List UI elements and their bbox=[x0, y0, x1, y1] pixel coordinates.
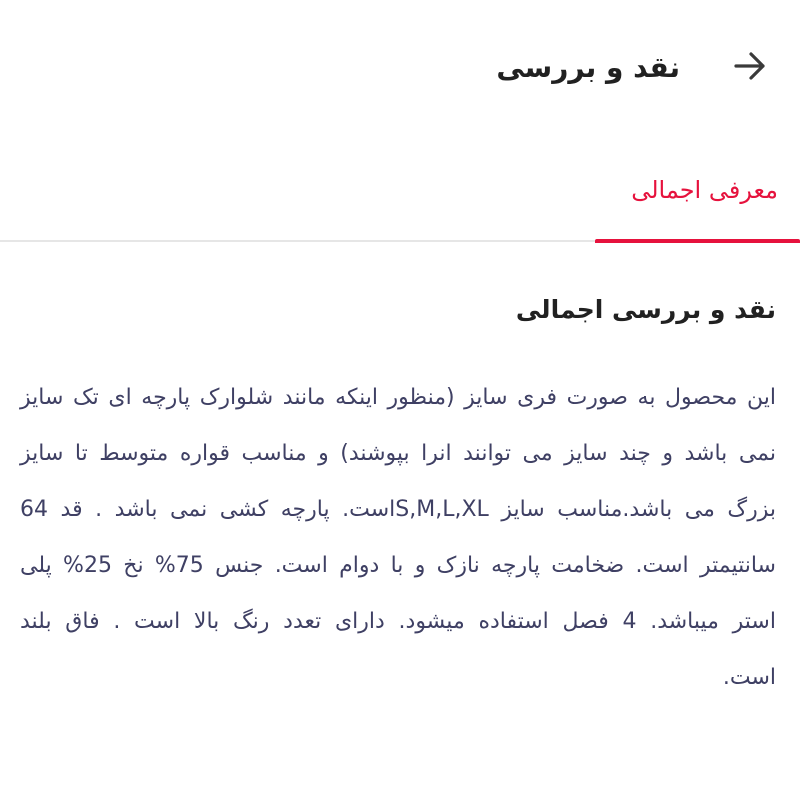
tab-overview-label: معرفی اجمالی bbox=[631, 176, 778, 204]
page-title: نقد و بررسی bbox=[496, 51, 680, 84]
back-button[interactable] bbox=[726, 42, 774, 90]
section-title: نقد و بررسی اجمالی bbox=[515, 295, 776, 324]
app-header bbox=[0, 0, 800, 140]
active-tab-indicator bbox=[595, 239, 800, 243]
product-description: این محصول به صورت فری سایز (منظور اینکه مانند شلوارک پارچه ای تک سایز نمی باشد و چند سایز می توانند انرا بپوشند) و مناسب قواره متوسط تا سایز بزرگ می باشد.مناسب سایز S,M,L,XLاست. پارچه کشی نمی باشد . قد 64 سانتیمتر است. ضخامت پارچه نازک و با دوام است. جنس 75% نخ 25% پلی استر میباشد. 4 فصل استفاده میشود. دارای تعدد رنگ بالا است . فاق بلند است. bbox=[20, 385, 777, 690]
arrow-right-icon bbox=[730, 46, 770, 86]
review-content bbox=[20, 280, 776, 706]
tab-overview[interactable] bbox=[595, 150, 800, 240]
tab-bar bbox=[0, 150, 800, 242]
